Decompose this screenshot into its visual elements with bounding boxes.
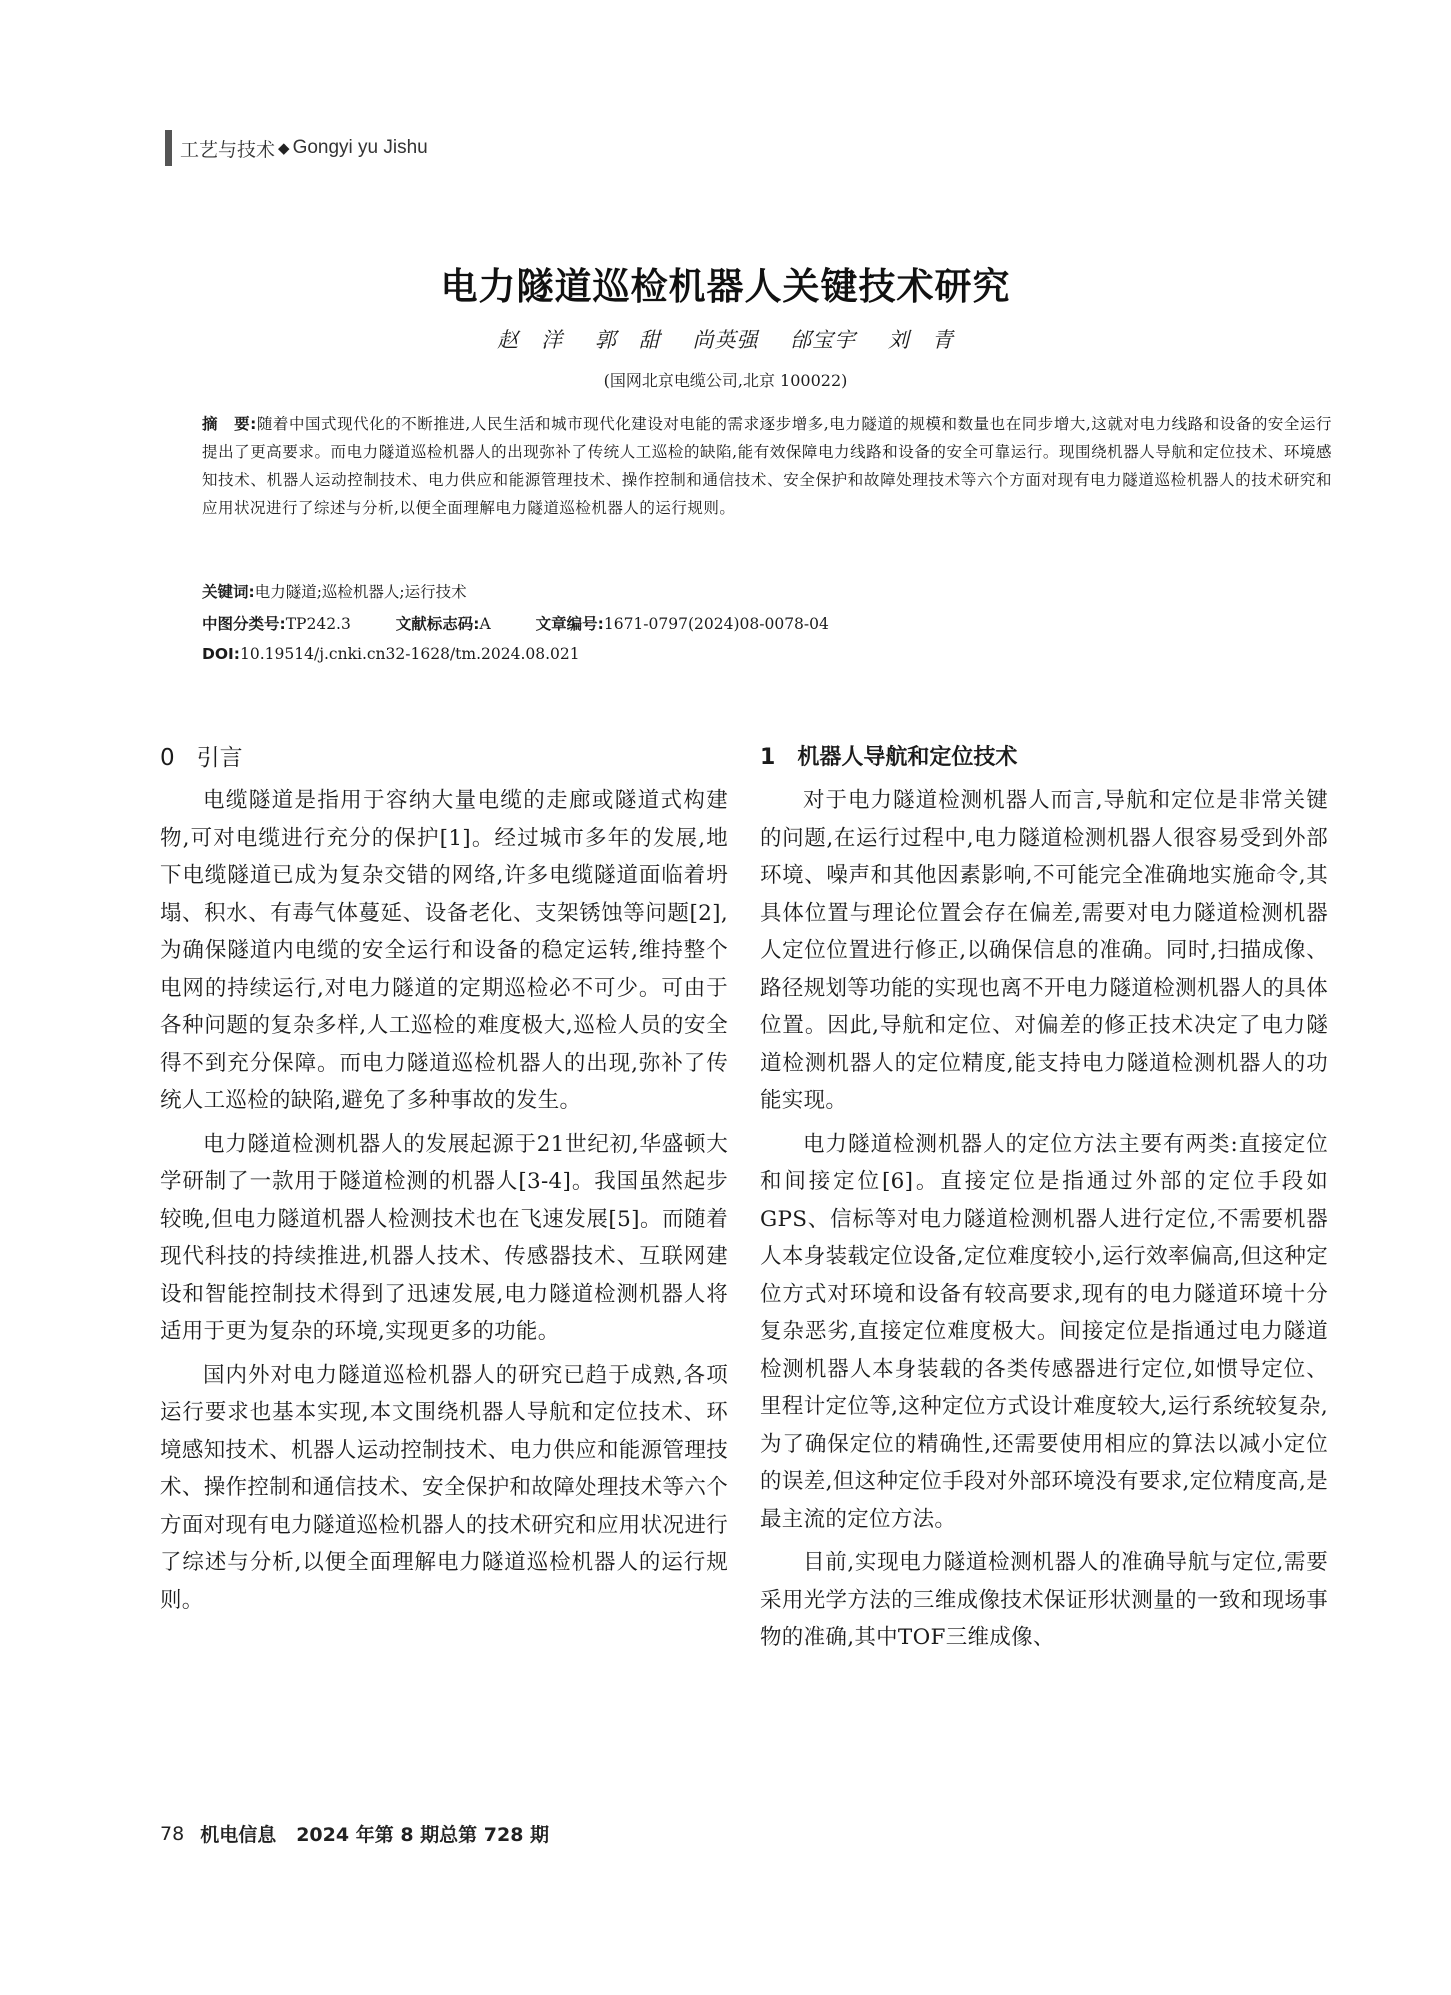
diamond-icon: ◆ [278,139,290,157]
abstract [202,410,1332,522]
section-name-zh: 工艺与技术 [180,138,276,161]
classification-line [202,612,869,634]
section-number: 0 [160,745,175,771]
author: 邰宝宇 [790,328,857,352]
left-column [160,740,728,1625]
paragraph: 对于电力隧道检测机器人而言,导航和定位是非常关键的问题,在运行过程中,电力隧道检测机器人很容易受到外部环境、噪声和其他因素影响,不可能完全准确地实施命令,其具体位置与理论位置会存在偏差,需要对电力隧道检测机器人定位位置进行修正,以确保信息的准确。同时,扫描成像、路径规划等功能的实现也离不开电力隧道检测机器人的具体位置。因此,导航和定位、对偏差的修正技术决定了电力隧道检测机器人的定位精度,能支持电力隧道检测机器人的功能实现。 [760,788,1328,1113]
section-title: 机器人导航和定位技术 [797,745,1018,770]
section-header [165,130,428,166]
doi-line [202,645,580,663]
page-number: 78 [160,1822,185,1845]
clc-value: TP242.3 [285,615,351,633]
paragraph: 电力隧道检测机器人的发展起源于21世纪初,华盛顿大学研制了一款用于隧道检测的机器人[3-4]。我国虽然起步较晚,但电力隧道机器人检测技术也在飞速发展[5]。而随着现代科技的持续推进,机器人技术、传感器技术、互联网建设和智能控制技术得到了迅速发展,电力隧道检测机器人将适用于更为复杂的环境,实现更多的功能。 [160,1131,728,1344]
keywords [202,580,467,602]
article-title: 电力隧道巡检机器人关键技术研究 [440,265,1011,308]
keywords-label: 关键词: [202,583,255,601]
section-number: 1 [760,745,776,770]
author: 赵 洋 [497,328,564,352]
paragraph: 电力隧道检测机器人的定位方法主要有两类:直接定位和间接定位[6]。直接定位是指通过外部的定位手段如GPS、信标等对电力隧道检测机器人进行定位,不需要机器人本身装载定位设备,定位难度较小,运行效率偏高,但这种定位方式对环境和设备有较高要求,现有的电力隧道环境十分复杂恶劣,直接定位难度极大。间接定位是指通过电力隧道检测机器人本身装载的各类传感器进行定位,如惯导定位、里程计定位等,这种定位方式设计难度较大,运行系统较复杂,为了确保定位的精确性,还需要使用相应的算法以减小定位的误差,但这种定位手段对外部环境没有要求,定位精度高,是最主流的定位方法。 [760,1131,1328,1532]
author-list [0,324,1451,354]
affiliation: (国网北京电缆公司,北京 100022) [603,371,848,390]
abstract-text: 随着中国式现代化的不断推进,人民生活和城市现代化建设对电能的需求逐步增多,电力隧道的规模和数量也在同步增大,这就对电力线路和设备的安全运行提出了更高要求。而电力隧道巡检机器人的出现弥补了传统人工巡检的缺陷,能有效保障电力线路和设备的安全可靠运行。现围绕机器人导航和定位技术、环境感知技术、机器人运动控制技术、电力供应和能源管理技术、操作控制和通信技术、安全保护和故障处理技术等六个方面对现有电力隧道巡检机器人的技术研究和应用状况进行了综述与分析,以便全面理解电力隧道巡检机器人的运行规则。 [202,415,1332,517]
paragraph: 国内外对电力隧道巡检机器人的研究已趋于成熟,各项运行要求也基本实现,本文围绕机器人导航和定位技术、环境感知技术、机器人运动控制技术、电力供应和能源管理技术、操作控制和通信技术、安全保护和故障处理技术等六个方面对现有电力隧道巡检机器人的技术研究和应用状况进行了综述与分析,以便全面理解电力隧道巡检机器人的运行规则。 [160,1362,728,1613]
paragraph: 目前,实现电力隧道检测机器人的准确导航与定位,需要采用光学方法的三维成像技术保证形状测量的一致和现场事物的准确,其中TOF三维成像、 [760,1550,1328,1650]
clc-label: 中图分类号: [202,615,286,633]
article-number-value: 1671-0797(2024)08-0078-04 [603,615,829,633]
section-heading [160,740,728,776]
doi-label: DOI: [202,645,241,663]
section-title: 引言 [196,745,243,771]
paragraph: 电缆隧道是指用于容纳大量电缆的走廊或隧道式构建物,可对电缆进行充分的保护[1]。经过城市多年的发展,地下电缆隧道已成为复杂交错的网络,许多电缆隧道面临着坍塌、积水、有毒气体蔓延、设备老化、支架锈蚀等问题[2],为确保隧道内电缆的安全运行和设备的稳定运转,维持整个电网的持续运行,对电力隧道的定期巡检必不可少。可由于各种问题的复杂多样,人工巡检的难度极大,巡检人员的安全得不到充分保障。而电力隧道巡检机器人的出现,弥补了传统人工巡检的缺陷,避免了多种事故的发生。 [160,788,728,1113]
doc-code-value: A [479,615,491,633]
abstract-label: 摘 要: [202,415,257,433]
issue-info: 2024 年第 8 期总第 728 期 [296,1824,550,1846]
keywords-text: 电力隧道;巡检机器人;运行技术 [254,583,467,601]
section-heading [760,740,1328,776]
journal-name: 机电信息 [200,1824,277,1846]
section-marker-bar [165,130,172,166]
doc-code-label: 文献标志码: [395,615,480,633]
author: 刘 青 [887,328,954,352]
section-name-en: Gongyi yu Jishu [292,137,428,158]
article-number-label: 文章编号: [535,615,604,633]
author: 尚英强 [692,328,759,352]
page-footer [160,1820,549,1847]
author: 郭 甜 [594,328,661,352]
right-column [760,740,1328,1663]
doi-value: 10.19514/j.cnki.cn32-1628/tm.2024.08.021 [240,645,580,663]
